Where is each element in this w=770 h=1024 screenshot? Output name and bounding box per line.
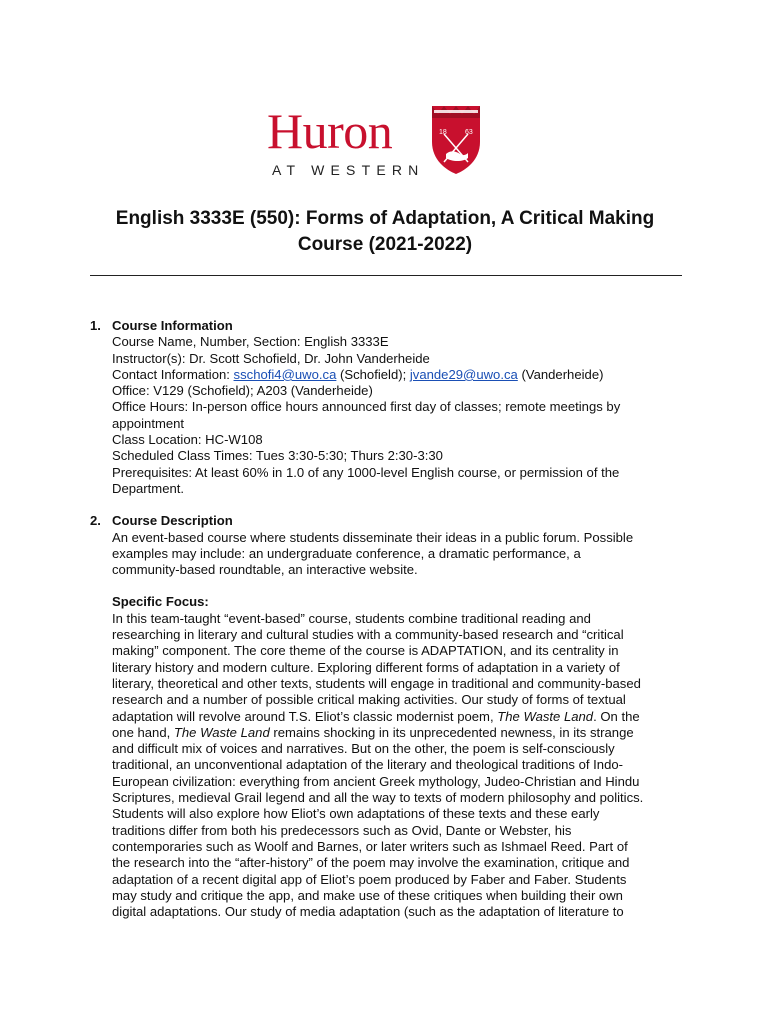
prerequisites-line-2: Department.	[112, 480, 185, 496]
title-line-2: Course (2021-2022)	[297, 234, 473, 255]
email-link-vanderheide[interactable]: jvande29@uwo.ca	[409, 366, 518, 382]
focus-line: digital adaptations. Our study of media adaptation (such as the adaptation of literature to	[112, 904, 624, 920]
prerequisites-line-1: Prerequisites: At least 60% in 1.0 of any 1000-level English course, or permission of the	[112, 464, 620, 480]
contact-information	[112, 367, 690, 383]
focus-line	[112, 725, 690, 741]
focus-line: the research into the “after-history” of the poem may involve the examination, critique and	[112, 855, 630, 871]
section-heading: Course Description	[112, 513, 233, 529]
description-line: community-based roundtable, an interactive website.	[112, 562, 418, 578]
description-line: An event-based course where students disseminate their ideas in a public forum. Possible	[112, 529, 634, 545]
focus-line: literary, theoretical and other texts, students will engage in traditional and community-based	[112, 675, 641, 691]
focus-line: European civilization: everything from ancient Greek mythology, Judeo-Christian and Hindu	[112, 773, 640, 789]
shield-year-right: 63	[465, 129, 473, 136]
focus-text: . On the	[593, 708, 640, 724]
focus-line: making” component. The core theme of the course is ADAPTATION, and its centrality in	[112, 643, 619, 659]
focus-line: and difficult mix of voices and narratives. But on the other, the poem is self-consciously	[112, 741, 615, 757]
logo-subtitle: AT WESTERN	[272, 162, 425, 178]
poem-title: The Waste Land	[173, 724, 270, 740]
contact-mid: (Schofield);	[336, 366, 410, 382]
title-line-1: English 3333E (550): Forms of Adaptation, A Critical Making	[115, 208, 655, 229]
focus-line: Students will also explore how Eliot’s own adaptations of these texts and these early	[112, 806, 600, 822]
office-hours-line-1: Office Hours: In-person office hours announced first day of classes; remote meetings by	[112, 399, 621, 415]
office: Office: V129 (Schofield); A203 (Vanderheide)	[112, 383, 373, 399]
logo-wordmark: Huron	[267, 103, 393, 159]
focus-line: In this team-taught “event-based” course, students combine traditional reading and	[112, 610, 591, 626]
focus-text: one hand,	[112, 724, 174, 740]
focus-text: remains shocking in its unprecedented newness, in its strange	[269, 724, 634, 740]
shield-crest-icon	[430, 104, 482, 176]
section-course-description	[90, 513, 690, 920]
contact-suffix: (Vanderheide)	[517, 366, 604, 382]
focus-line: contemporaries such as Woolf and Barnes, or later writers such as Ishmael Reed. Part of	[112, 838, 628, 854]
office-hours-line-2: appointment	[112, 415, 185, 431]
class-times: Scheduled Class Times: Tues 3:30-5:30; Thurs 2:30-3:30	[112, 448, 443, 464]
focus-line: adaptation of a recent digital app of Eliot’s poem produced by Faber and Faber. Students	[112, 871, 627, 887]
section-course-information	[90, 318, 690, 497]
poem-title: The Waste Land	[497, 708, 594, 724]
document-title	[70, 206, 700, 258]
focus-line: researching in literary and cultural studies with a community-based research and “critical	[112, 627, 624, 643]
class-location: Class Location: HC-W108	[112, 432, 263, 448]
section-heading: Course Information	[112, 318, 233, 333]
title-divider	[90, 275, 682, 276]
contact-label: Contact Information:	[112, 366, 234, 382]
email-link-schofield[interactable]: sschofi4@uwo.ca	[233, 366, 337, 382]
specific-focus-heading: Specific Focus:	[112, 594, 209, 610]
focus-line: literary history and modern culture. Exploring different forms of adaptation in a variety of	[112, 659, 620, 675]
description-line: examples may include: an undergraduate conference, a dramatic performance, a	[112, 545, 581, 561]
focus-line: may study and critique the app, and make use of these critiques when building their own	[112, 887, 623, 903]
course-name: Course Name, Number, Section: English 3333E	[112, 334, 389, 350]
section-number: 2.	[90, 513, 101, 529]
focus-text: adaptation will revolve around T.S. Eliot’s classic modernist poem,	[112, 708, 498, 724]
section-number: 1.	[90, 318, 101, 333]
sections	[90, 318, 690, 920]
focus-line: traditions differ from both his predecessors such as Ovid, Dante or Webster, his	[112, 822, 572, 838]
instructors: Instructor(s): Dr. Scott Schofield, Dr. John Vanderheide	[112, 350, 430, 366]
focus-line	[112, 709, 690, 725]
focus-line: traditional, an unconventional adaptation of the literary and theological traditions of Indo-	[112, 757, 623, 773]
shield-year-left: 18	[439, 129, 447, 136]
huron-logo	[267, 104, 497, 184]
focus-line: Scriptures, medieval Grail legend and all the way to texts of modern philosophy and politics.	[112, 790, 644, 806]
focus-line: research and a number of possible critical making activities. Our study of forms of textual	[112, 692, 626, 708]
